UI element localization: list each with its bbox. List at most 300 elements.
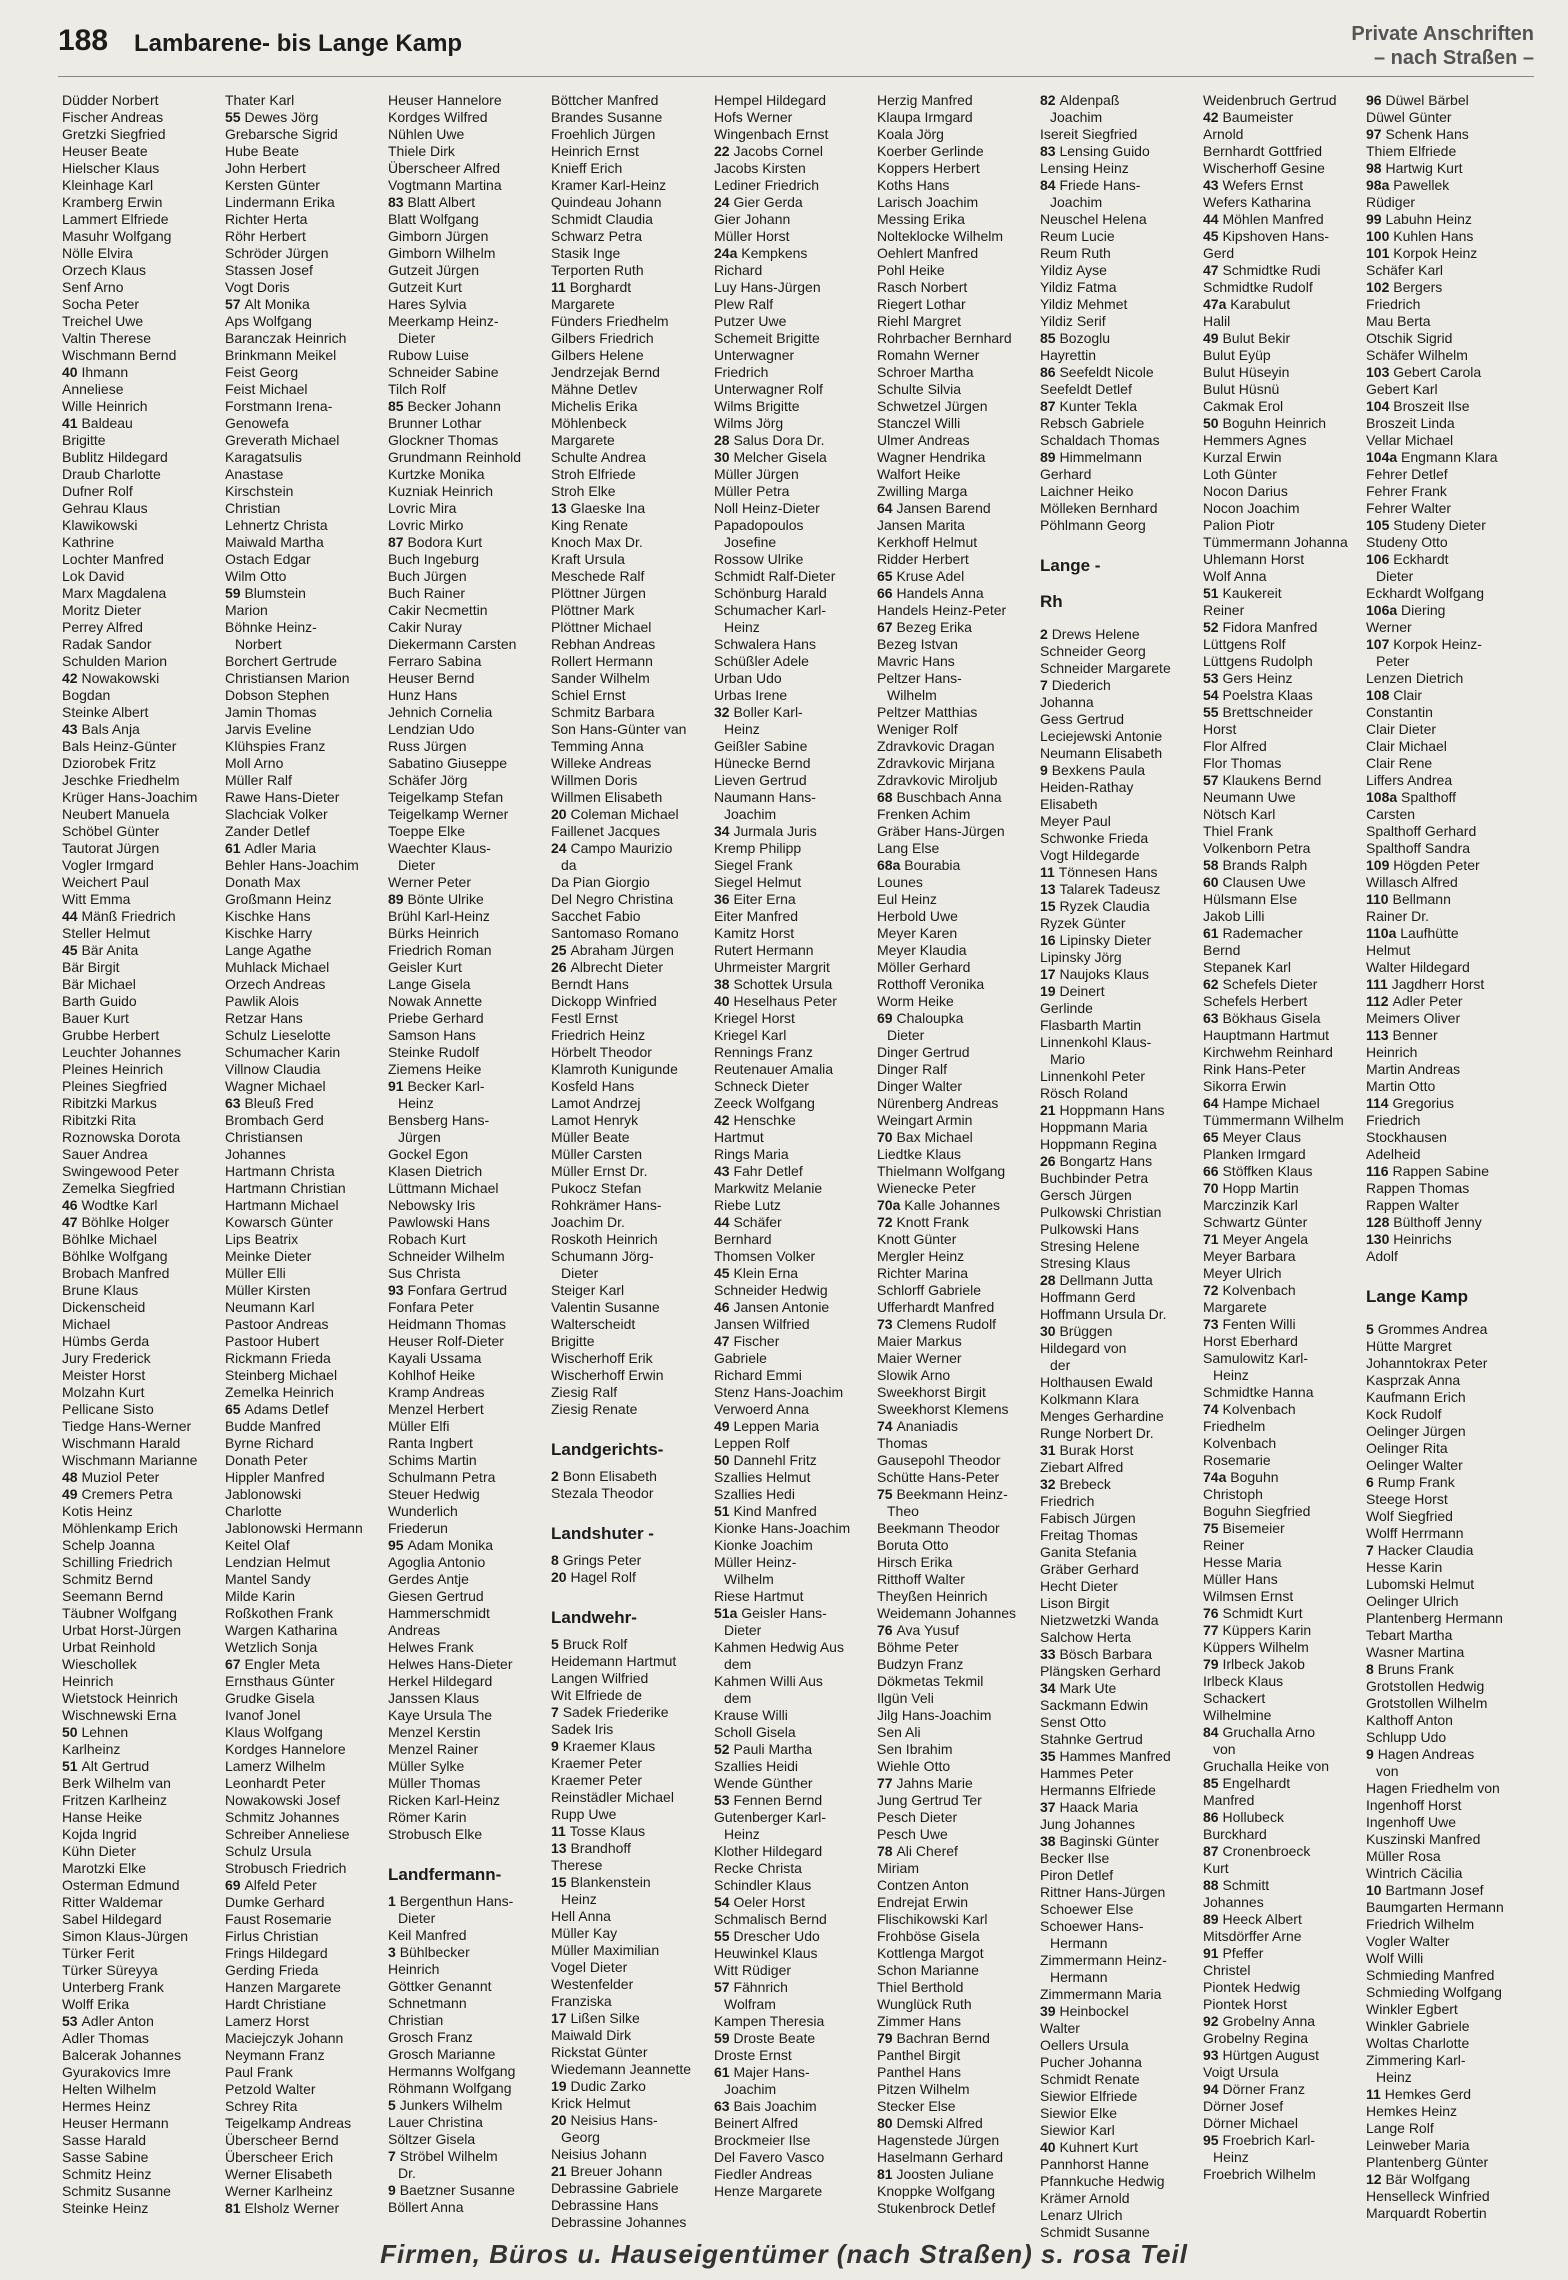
- directory-entry: Irlbeck Klaus: [1203, 1673, 1284, 1689]
- directory-entry: Steller Helmut: [62, 925, 150, 941]
- directory-entry: 40 Heselhaus Peter: [714, 993, 837, 1009]
- directory-entry: Broszeit Linda: [1366, 415, 1455, 431]
- directory-entry: Steege Horst: [1366, 1491, 1448, 1507]
- directory-entry: Dörner Josef: [1203, 2098, 1284, 2114]
- directory-entry: 58 Brands Ralph: [1203, 857, 1308, 873]
- house-number: 87: [1203, 1843, 1223, 1859]
- directory-entry: 47 Schmidtke Rudi: [1203, 262, 1321, 278]
- directory-entry: Heinz: [1376, 2069, 1412, 2085]
- directory-entry: Del Negro Christina: [551, 891, 674, 907]
- directory-entry: Woltas Charlotte: [1366, 2035, 1470, 2051]
- directory-entry: Mölleken Bernhard: [1040, 500, 1158, 516]
- directory-entry: Wischmann Harald: [62, 1435, 181, 1451]
- directory-entry: Gockel Egon: [388, 1146, 469, 1162]
- directory-entry: Plängsken Gerhard: [1040, 1663, 1161, 1679]
- directory-entry: 114 Gregorius: [1366, 1095, 1454, 1111]
- directory-entry: Senst Otto: [1040, 1714, 1107, 1730]
- house-number: 59: [225, 585, 245, 601]
- directory-entry: Werner Karlheinz: [225, 2183, 333, 2199]
- directory-entry: Margarete: [551, 296, 615, 312]
- house-number: 11: [551, 279, 570, 295]
- house-number: 44: [62, 908, 82, 924]
- directory-entry: Nölle Elvira: [62, 245, 133, 261]
- house-number: 53: [1203, 670, 1223, 686]
- directory-entry: Heinz: [724, 721, 760, 737]
- directory-entry: Zdravkovic Mirjana: [877, 755, 995, 771]
- directory-entry: 36 Eiter Erna: [714, 891, 796, 907]
- house-number: 84: [1040, 177, 1060, 193]
- directory-entry: 15 Ryzek Claudia: [1040, 898, 1150, 914]
- directory-entry: Oehlert Manfred: [877, 245, 979, 261]
- directory-entry: Jamin Thomas: [225, 704, 317, 720]
- house-number: 86: [1203, 1809, 1223, 1825]
- directory-entry: Johannes: [1203, 1894, 1264, 1910]
- directory-entry: 54 Poelstra Klaas: [1203, 687, 1313, 703]
- directory-entry: Ritthoff Walter: [877, 1571, 965, 1587]
- directory-entry: Fonfara Peter: [388, 1299, 474, 1315]
- directory-entry: 111 Jagdherr Horst: [1366, 976, 1485, 992]
- house-number: 20: [551, 1569, 571, 1585]
- house-number: 60: [1203, 874, 1223, 890]
- directory-entry: Plöttner Mark: [551, 602, 635, 618]
- directory-entry: Kordges Hannelore: [225, 1741, 346, 1757]
- directory-entry: Kleinhage Karl: [62, 177, 154, 193]
- directory-entry: 22 Jacobs Cornel: [714, 143, 823, 159]
- directory-entry: Clair Rene: [1366, 755, 1433, 771]
- directory-entry: Rotthoff Veronika: [877, 976, 985, 992]
- directory-entry: Bernhard: [714, 1231, 772, 1247]
- directory-entry: Froebrich Wilhelm: [1203, 2166, 1316, 2182]
- directory-entry: Isereit Siegfried: [1040, 126, 1138, 142]
- directory-entry: Samson Hans: [388, 1027, 476, 1043]
- directory-entry: Eul Heinz: [877, 891, 937, 907]
- directory-entry: Nühlen Uwe: [388, 126, 465, 142]
- directory-entry: Liedtke Klaus: [877, 1146, 962, 1162]
- directory-entry: Hauptmann Hartmut: [1203, 1027, 1330, 1043]
- directory-entry: Genowefa: [225, 415, 289, 431]
- directory-entry: 97 Schenk Hans: [1366, 126, 1469, 142]
- directory-entry: Fehrer Frank: [1366, 483, 1447, 499]
- house-number: 67: [225, 1656, 245, 1672]
- house-number: 61: [714, 2064, 734, 2080]
- directory-entry: Molzahn Kurt: [62, 1384, 145, 1400]
- directory-entry: Kramer Karl-Heinz: [551, 177, 667, 193]
- directory-entry: Neymann Franz: [225, 2047, 325, 2063]
- directory-entry: Cakir Nuray: [388, 619, 462, 635]
- directory-entry: Steinberg Michael: [225, 1367, 338, 1383]
- directory-entry: Wischmann Marianne: [62, 1452, 198, 1468]
- directory-entry: Gilbers Helene: [551, 347, 644, 363]
- house-number: 13: [1040, 881, 1060, 897]
- directory-entry: 32 Boller Karl-: [714, 704, 803, 720]
- directory-entry: Ridder Herbert: [877, 551, 969, 567]
- page-range-title: Lambarene- bis Lange Kamp: [134, 30, 463, 57]
- house-number: 38: [1040, 1833, 1060, 1849]
- house-number: 69: [225, 1877, 245, 1893]
- directory-entry: Behler Hans-Joachim: [225, 857, 359, 873]
- directory-entry: 19 Dudic Zarko: [551, 2078, 646, 2094]
- directory-entry: Nowakowski Josef: [225, 1792, 341, 1808]
- directory-entry: 71 Meyer Angela: [1203, 1231, 1309, 1247]
- directory-entry: Lammert Elfriede: [62, 211, 169, 227]
- directory-entry: Hartmann Christian: [225, 1180, 346, 1196]
- directory-entry: Sweekhorst Klemens: [877, 1401, 1009, 1417]
- directory-entry: Norbert: [235, 636, 282, 652]
- directory-entry: Wit Elfriede de: [551, 1687, 643, 1703]
- directory-entry: Johanna: [1040, 694, 1094, 710]
- directory-entry: von: [1376, 1763, 1399, 1779]
- directory-entry: Debrassine Hans: [551, 2197, 659, 2213]
- directory-entry: Stanczel Willi: [877, 415, 961, 431]
- directory-entry: 130 Heinrichs: [1366, 1231, 1452, 1247]
- directory-entry: Thomsen Volker: [714, 1248, 816, 1264]
- directory-entry: Handels Heinz-Peter: [877, 602, 1007, 618]
- directory-entry: Küppers Wilhelm: [1203, 1639, 1309, 1655]
- directory-entry: Feist Michael: [225, 381, 308, 397]
- street-heading: Landfermann-: [388, 1865, 502, 1884]
- directory-entry: Therese: [551, 1857, 603, 1873]
- directory-entry: Heuser Hannelore: [388, 92, 502, 108]
- directory-entry: 67 Bezeg Erika: [877, 619, 972, 635]
- directory-entry: Hemkes Heinz: [1366, 2103, 1458, 2119]
- directory-entry: Marquardt Robertin: [1366, 2205, 1487, 2221]
- directory-entry: Schulmann Petra: [388, 1469, 496, 1485]
- directory-entry: Verwoerd Anna: [714, 1401, 809, 1417]
- directory-entry: Schulte Andrea: [551, 449, 646, 465]
- directory-entry: 17 Naujoks Klaus: [1040, 966, 1149, 982]
- directory-entry: Ziemens Heike: [388, 1061, 482, 1077]
- directory-entry: Kaye Ursula The: [388, 1707, 493, 1723]
- directory-entry: Wischmann Bernd: [62, 347, 177, 363]
- directory-entry: Henselleck Winfried: [1366, 2188, 1490, 2204]
- directory-entry: Rebsch Gabriele: [1040, 415, 1145, 431]
- directory-entry: Türker Ferit: [62, 1945, 135, 1961]
- house-number: 35: [1040, 1748, 1060, 1764]
- directory-entry: Forstmann Irena-: [225, 398, 333, 414]
- directory-entry: Göttker Genannt: [388, 1978, 492, 1994]
- house-number: 128: [1366, 1214, 1394, 1230]
- directory-entry: Gimborn Jürgen: [388, 228, 489, 244]
- directory-entry: Kraft Ursula: [551, 551, 625, 567]
- directory-entry: Brigitte: [62, 432, 106, 448]
- directory-entry: Herbold Uwe: [877, 908, 958, 924]
- directory-entry: Jung Gertrud Ter: [877, 1792, 982, 1808]
- directory-entry: Loth Günter: [1203, 466, 1277, 482]
- directory-entry: Dickopp Winfried: [551, 993, 657, 1009]
- directory-entry: Kremp Philipp: [714, 840, 802, 856]
- directory-entry: Kalthoff Anton: [1366, 1712, 1453, 1728]
- directory-entry: Socha Peter: [62, 296, 140, 312]
- directory-entry: Herzig Manfred: [877, 92, 973, 108]
- directory-entry: Müller Sylke: [388, 1758, 465, 1774]
- directory-entry: 34 Jurmala Juris: [714, 823, 817, 839]
- directory-entry: Hecht Dieter: [1040, 1578, 1118, 1594]
- house-number: 51: [714, 1503, 734, 1519]
- house-number: 42: [1203, 109, 1223, 125]
- directory-entry: 87 Cronenbroeck: [1203, 1843, 1311, 1859]
- house-number: 21: [1040, 1102, 1060, 1118]
- directory-entry: Tümmermann Wilhelm: [1203, 1112, 1344, 1128]
- directory-entry: Lips Beatrix: [225, 1231, 299, 1247]
- directory-entry: Ranta Ingbert: [388, 1435, 473, 1451]
- directory-entry: 47 Böhlke Holger: [62, 1214, 170, 1230]
- directory-entry: Jarvis Eveline: [225, 721, 312, 737]
- directory-entry: 70 Bax Michael: [877, 1129, 973, 1145]
- street-heading: Landshuter -: [551, 1524, 654, 1543]
- directory-entry: 89 Heeck Albert: [1203, 1911, 1302, 1927]
- directory-entry: 66 Handels Anna: [877, 585, 984, 601]
- directory-entry: Thiel Berthold: [877, 1979, 964, 1995]
- street-heading: Landwehr-: [551, 1608, 637, 1627]
- directory-entry: Gerlinde: [1040, 1000, 1093, 1016]
- directory-entry: Klühspies Franz: [225, 738, 326, 754]
- section-title-line1: Private Anschriften: [1351, 23, 1534, 45]
- directory-entry: Piron Detlef: [1040, 1867, 1114, 1883]
- directory-entry: Schnetmann: [388, 1995, 467, 2011]
- directory-entry: 61 Adler Maria: [225, 840, 317, 856]
- directory-entry: Yildiz Mehmet: [1040, 296, 1128, 312]
- directory-entry: Endrejat Erwin: [877, 1894, 969, 1910]
- house-number: 58: [1203, 857, 1223, 873]
- directory-entry: Ribitzki Markus: [62, 1095, 157, 1111]
- directory-entry: Nocon Darius: [1203, 483, 1288, 499]
- directory-entry: Heuwinkel Klaus: [714, 1945, 818, 1961]
- directory-entry: Theo: [887, 1503, 919, 1519]
- directory-entry: Da Pian Giorgio: [551, 874, 650, 890]
- directory-entry: 75 Beekmann Heinz-: [877, 1486, 1008, 1502]
- directory-entry: Leinweber Maria: [1366, 2137, 1470, 2153]
- column-3: [388, 92, 551, 2224]
- directory-entry: Oellers Ursula: [1040, 2037, 1129, 2053]
- directory-entry: Müller Elli: [225, 1265, 286, 1281]
- directory-entry: Keitel Olaf: [225, 1537, 290, 1553]
- directory-entry: Sauer Andrea: [62, 1146, 148, 1162]
- directory-entry: da: [561, 857, 577, 873]
- directory-entry: 9 Baetzner Susanne: [388, 2182, 515, 2198]
- directory-entry: Müller Thomas: [388, 1775, 481, 1791]
- directory-entry: Christiansen: [225, 1129, 303, 1145]
- house-number: 9: [388, 2182, 400, 2198]
- directory-entry: Rasch Norbert: [877, 279, 968, 295]
- directory-entry: Grosch Franz: [388, 2029, 473, 2045]
- directory-entry: Hildegard von: [1040, 1340, 1127, 1356]
- directory-entry: Johannes: [225, 1146, 286, 1162]
- house-number: 34: [714, 823, 734, 839]
- directory-entry: Steiger Karl: [551, 1282, 625, 1298]
- directory-entry: Stroh Elke: [551, 483, 616, 499]
- directory-entry: Möhlenbeck: [551, 415, 627, 431]
- directory-entry: Ziesig Ralf: [551, 1384, 618, 1400]
- directory-entry: 7 Hacker Claudia: [1366, 1542, 1474, 1558]
- directory-entry: 91 Becker Karl-: [388, 1078, 485, 1094]
- directory-entry: 30 Brüggen: [1040, 1323, 1113, 1339]
- house-number: 94: [1203, 2081, 1223, 2097]
- directory-entry: 31 Burak Horst: [1040, 1442, 1134, 1458]
- directory-entry: Reiner: [1203, 1537, 1245, 1553]
- directory-entry: Moritz Dieter: [62, 602, 142, 618]
- house-number: 54: [1203, 687, 1223, 703]
- column-9: [1366, 92, 1529, 2224]
- directory-entry: 104a Engmann Klara: [1366, 449, 1498, 465]
- house-number: 107: [1366, 636, 1394, 652]
- directory-entry: Wischerhoff Erwin: [551, 1367, 664, 1383]
- directory-entry: Faillenet Jacques: [551, 823, 660, 839]
- directory-entry: Schmitz Susanne: [62, 2183, 171, 2199]
- directory-entry: Hülsmann Else: [1203, 891, 1298, 907]
- directory-entry: Lehnertz Christa: [225, 517, 328, 533]
- directory-entry: Hartmann Michael: [225, 1197, 339, 1213]
- directory-entry: Hunz Hans: [388, 687, 458, 703]
- house-number: 101: [1366, 245, 1394, 261]
- directory-entry: Perrey Alfred: [62, 619, 143, 635]
- directory-entry: 86 Seefeldt Nicole: [1040, 364, 1154, 380]
- directory-entry: Samulowitz Karl-: [1203, 1350, 1309, 1366]
- directory-entry: Rupp Uwe: [551, 1806, 617, 1822]
- directory-entry: Wilmsen Ernst: [1203, 1588, 1294, 1604]
- directory-entry: Kühn Dieter: [62, 1843, 136, 1859]
- directory-entry: Überscheer Alfred: [388, 160, 501, 176]
- directory-entry: Luy Hans-Jürgen: [714, 279, 821, 295]
- directory-entry: Margarete: [551, 432, 615, 448]
- directory-entry: Schon Marianne: [877, 1962, 979, 1978]
- spacer: [1366, 1265, 1529, 1271]
- directory-entry: Szallies Helmut: [714, 1469, 811, 1485]
- directory-entry: Kosfeld Hans: [551, 1078, 635, 1094]
- directory-entry: Thiele Dirk: [388, 143, 455, 159]
- directory-entry: Thomas: [877, 1435, 928, 1451]
- directory-entry: 85 Becker Johann: [388, 398, 501, 414]
- house-number: 57: [1203, 772, 1223, 788]
- directory-entry: Gyurakovics Imre: [62, 2064, 171, 2080]
- directory-entry: 96 Düwel Bärbel: [1366, 92, 1469, 108]
- directory-entry: Slachciak Volker: [225, 806, 328, 822]
- house-number: 91: [388, 1078, 408, 1094]
- directory-entry: Vogel Dieter: [551, 1959, 628, 1975]
- directory-entry: Lenzen Dietrich: [1366, 670, 1464, 686]
- directory-entry: 24 Campo Maurizio: [551, 840, 673, 856]
- directory-entry: Joachim: [1050, 194, 1103, 210]
- directory-entry: Karlheinz: [62, 1741, 121, 1757]
- house-number: 66: [1203, 1163, 1223, 1179]
- directory-entry: Zimmer Hans: [877, 2013, 962, 2029]
- directory-entry: 13 Brandhoff: [551, 1840, 631, 1856]
- directory-entry: Ziesig Renate: [551, 1401, 638, 1417]
- directory-entry: 38 Baginski Günter: [1040, 1833, 1160, 1849]
- directory-entry: 44 Mänß Friedrich: [62, 908, 176, 924]
- directory-entry: Willeke Andreas: [551, 755, 652, 771]
- house-number: 72: [1203, 1282, 1223, 1298]
- house-number: 67: [877, 619, 897, 635]
- directory-entry: Gersch Jürgen: [1040, 1187, 1132, 1203]
- directory-entry: Wolfram: [724, 1996, 776, 2012]
- directory-entry: Oelinger Rita: [1366, 1440, 1448, 1456]
- directory-entry: Maiwald Dirk: [551, 2027, 632, 2043]
- directory-entry: Wintrich Cäcilia: [1366, 1865, 1463, 1881]
- directory-entry: Schlupp Udo: [1366, 1729, 1447, 1745]
- directory-entry: 81 Elsholz Werner: [225, 2200, 340, 2216]
- house-number: 71: [1203, 1231, 1223, 1247]
- directory-entry: 28 Dellmann Jutta: [1040, 1272, 1153, 1288]
- directory-entry: 106a Diering: [1366, 602, 1446, 618]
- directory-entry: Josefine: [724, 534, 777, 550]
- directory-entry: 84 Friede Hans-: [1040, 177, 1141, 193]
- house-number: 13: [551, 500, 571, 516]
- directory-entry: Schmidt Susanne: [1040, 2224, 1150, 2240]
- column-8: [1203, 92, 1366, 2224]
- directory-entry: Langen Wilfried: [551, 1670, 649, 1686]
- directory-entry: 35 Hammes Manfred: [1040, 1748, 1171, 1764]
- directory-entry: 85 Engelhardt: [1203, 1775, 1291, 1791]
- directory-entry: Hardt Christiane: [225, 1996, 327, 2012]
- house-number: 24a: [714, 245, 742, 261]
- directory-entry: 116 Rappen Sabine: [1366, 1163, 1490, 1179]
- directory-entry: Hermes Heinz: [62, 2098, 151, 2114]
- house-number: 7: [1040, 677, 1052, 693]
- directory-entry: Peltzer Hans-: [877, 670, 962, 686]
- directory-entry: Rawe Hans-Dieter: [225, 789, 340, 805]
- directory-entry: Schmidtke Rudolf: [1203, 279, 1313, 295]
- directory-entry: Kerkhoff Helmut: [877, 534, 978, 550]
- directory-entry: Mergler Heinz: [877, 1248, 965, 1264]
- directory-entry: dem: [724, 1690, 752, 1706]
- directory-entry: Heuser Bernd: [388, 670, 475, 686]
- directory-entry: Fehrer Walter: [1366, 500, 1452, 516]
- directory-entry: Nocon Joachim: [1203, 500, 1300, 516]
- directory-entry: Lange Agathe: [225, 942, 312, 958]
- directory-entry: Kraemer Peter: [551, 1755, 643, 1771]
- house-number: 68a: [877, 857, 905, 873]
- house-number: 43: [62, 721, 82, 737]
- directory-entry: Hörbelt Theodor: [551, 1044, 652, 1060]
- directory-entry: Hofs Werner: [714, 109, 793, 125]
- directory-entry: 2 Bonn Elisabeth: [551, 1468, 657, 1484]
- directory-entry: Kowarsch Günter: [225, 1214, 334, 1230]
- house-number: 24: [551, 840, 571, 856]
- directory-entry: 74 Kolvenbach: [1203, 1401, 1296, 1417]
- directory-entry: Heinz: [561, 1891, 597, 1907]
- directory-entry: Paul Frank: [225, 2064, 293, 2080]
- house-number: 55: [1203, 704, 1223, 720]
- directory-entry: Stresing Klaus: [1040, 1255, 1131, 1271]
- directory-entry: 17 Lißen Silke: [551, 2010, 640, 2026]
- house-number: 110: [1366, 891, 1393, 907]
- directory-entry: 8 Bruns Frank: [1366, 1661, 1454, 1677]
- directory-entry: Wiedemann Jeannette: [551, 2061, 692, 2077]
- directory-entry: Blatt Wolfgang: [388, 211, 479, 227]
- directory-entry: Pesch Dieter: [877, 1809, 958, 1825]
- directory-entry: Rossow Ulrike: [714, 551, 804, 567]
- directory-entry: 51 Alt Gertrud: [62, 1758, 150, 1774]
- directory-entry: Leciejewski Antonie: [1040, 728, 1163, 744]
- directory-entry: Gebert Karl: [1366, 381, 1438, 397]
- directory-entry: Oelinger Jürgen: [1366, 1423, 1466, 1439]
- directory-entry: 67 Engler Meta: [225, 1656, 320, 1672]
- directory-entry: Marotzki Elke: [62, 1860, 147, 1876]
- directory-entry: Schäfer Karl: [1366, 262, 1444, 278]
- house-number: 98: [1366, 160, 1386, 176]
- directory-entry: 45 Kipshoven Hans-: [1203, 228, 1330, 244]
- directory-entry: Möhlenkamp Erich: [62, 1520, 178, 1536]
- directory-entry: 62 Schefels Dieter: [1203, 976, 1318, 992]
- directory-entry: 53 Gers Heinz: [1203, 670, 1293, 686]
- directory-entry: Hesse Karin: [1366, 1559, 1443, 1575]
- directory-entry: Lüttgens Rolf: [1203, 636, 1286, 652]
- directory-entry: Knott Günter: [877, 1231, 957, 1247]
- house-number: 26: [1040, 1153, 1060, 1169]
- directory-entry: Lenarz Ulrich: [1040, 2207, 1123, 2223]
- directory-entry: Boruta Otto: [877, 1537, 949, 1553]
- house-number: 1: [388, 1893, 400, 1909]
